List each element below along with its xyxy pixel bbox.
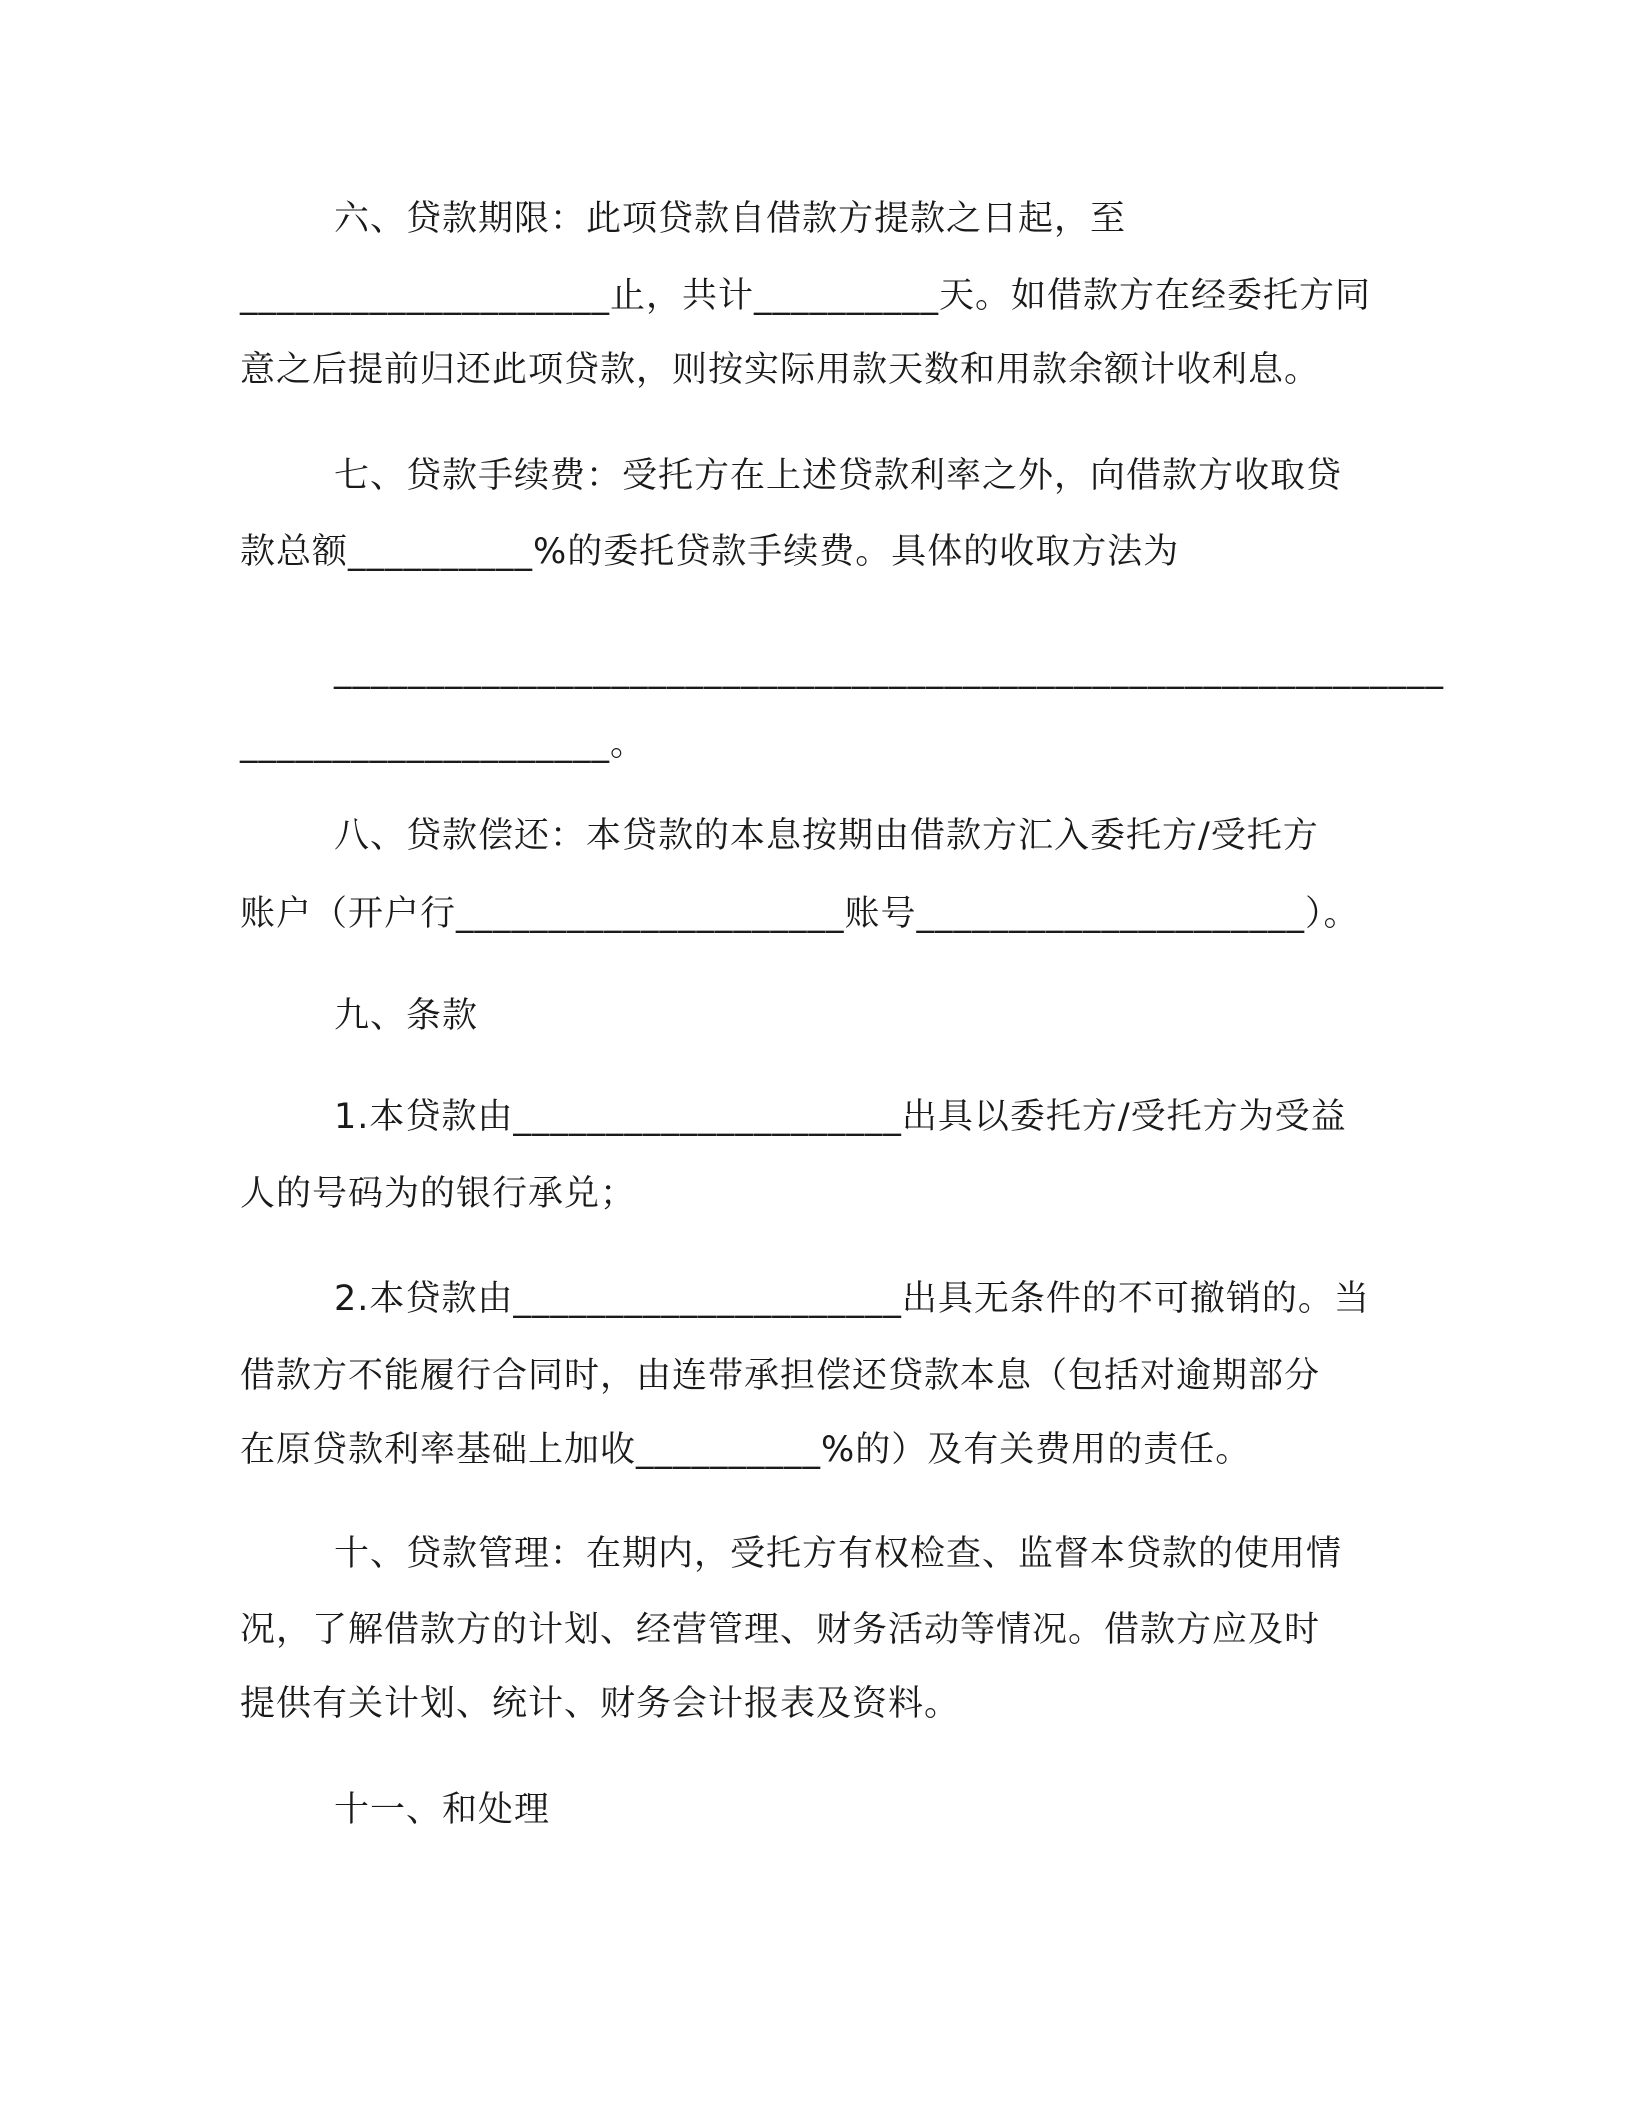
clause-7-blank-line: ____________________________________________________________	[334, 650, 1444, 690]
clause-7-line-1: 七、贷款手续费：受托方在上述贷款利率之外，向借款方收取贷	[334, 456, 1343, 496]
clause-9-item-1-line-1: 1.本贷款由_____________________出具以委托方/受托方为受益	[334, 1097, 1347, 1137]
clause-9-item-1-line-2: 人的号码为的银行承兑；	[240, 1174, 637, 1214]
clause-7-line-2: 款总额__________%的委托贷款手续费。具体的收取方法为	[240, 532, 1180, 572]
clause-6-line-1: 六、贷款期限：此项贷款自借款方提款之日起，至	[334, 199, 1127, 239]
clause-8-line-1: 八、贷款偿还：本贷款的本息按期由借款方汇入委托方/受托方	[334, 816, 1319, 856]
clause-10-line-2: 况，了解借款方的计划、经营管理、财务活动等情况。借款方应及时	[240, 1610, 1321, 1650]
clause-10-line-3: 提供有关计划、统计、财务会计报表及资料。	[240, 1684, 961, 1724]
clause-9-item-2-line-3: 在原贷款利率基础上加收__________%的）及有关费用的责任。	[240, 1430, 1252, 1470]
clause-9-heading: 九、条款	[334, 996, 479, 1036]
clause-9-item-2-line-1: 2.本贷款由_____________________出具无条件的不可撤销的。当	[334, 1279, 1370, 1319]
clause-9-item-2-line-2: 借款方不能履行合同时，由连带承担偿还贷款本息（包括对逾期部分	[240, 1356, 1321, 1396]
clause-6-line-2: ____________________止，共计__________天。如借款方在经委托方同	[240, 276, 1372, 316]
clause-7-blank-end: ____________________。	[240, 724, 647, 764]
clause-8-line-2: 账户（开户行_____________________账号_____________________）。	[240, 894, 1360, 934]
clause-11-heading: 十一、和处理	[334, 1790, 551, 1830]
clause-6-line-3: 意之后提前归还此项贷款，则按实际用款天数和用款余额计收利息。	[240, 350, 1321, 390]
clause-10-line-1: 十、贷款管理：在期内，受托方有权检查、监督本贷款的使用情	[334, 1534, 1343, 1574]
